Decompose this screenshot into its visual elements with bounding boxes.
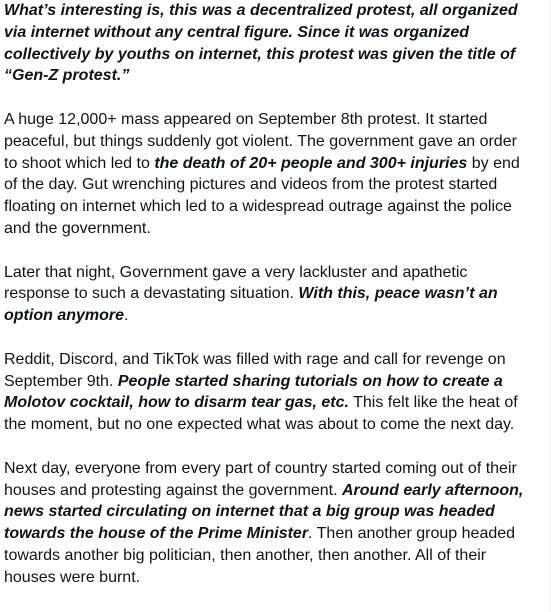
emphasized-text: the death of 20+ people and 300+ injuries (154, 154, 468, 172)
body-text: . (124, 307, 129, 325)
emphasized-text: Around early afternoon, news started circulating on internet that a big group was headed towards the house of the Prime Minister (4, 481, 524, 543)
body-text: . Then another group headed towards another big politician, then another, then another. All of their houses were burnt. (4, 525, 516, 586)
paragraph-intro (4, 0, 532, 87)
body-text: Reddit, Discord, and TikTok was filled with rage and call for revenge on September 9th. (4, 350, 506, 390)
paragraph-sept-8th (4, 109, 532, 240)
post-body (4, 0, 532, 610)
paragraph-government-response (4, 262, 532, 327)
body-text: by end of the day. Gut wrenching pictures and videos from the protest started floating on internet which led to a widespread outrage against the police and the government. (4, 154, 520, 237)
emphasized-text: With this, peace wasn’t an option anymore (4, 285, 498, 325)
emphasized-text: People started sharing tutorials on how to create a Molotov cocktail, how to disarm tear gas, etc. (4, 372, 503, 412)
paragraph-next-day (4, 458, 532, 589)
emphasized-text: What’s interesting is, this was a decentralized protest, all organized via internet without any central figure. Since it was organized collectively by youths on internet, this protest was given the title of “Gen-Z protest.” (4, 2, 518, 85)
body-text: Later that night, Government gave a very lackluster and apathetic response to such a devastating situation. (4, 263, 468, 303)
body-text: A huge 12,000+ mass appeared on September 8th protest. It started peaceful, but things suddenly got violent. The government gave an order to shoot which led to (4, 110, 517, 172)
paragraph-sept-9th (4, 349, 532, 436)
body-text: Next day, everyone from every part of country started coming out of their houses and protesting against the government. (4, 459, 517, 499)
body-text: This felt like the heat of the moment, but no one expected what was about to come the next day. (4, 394, 518, 434)
